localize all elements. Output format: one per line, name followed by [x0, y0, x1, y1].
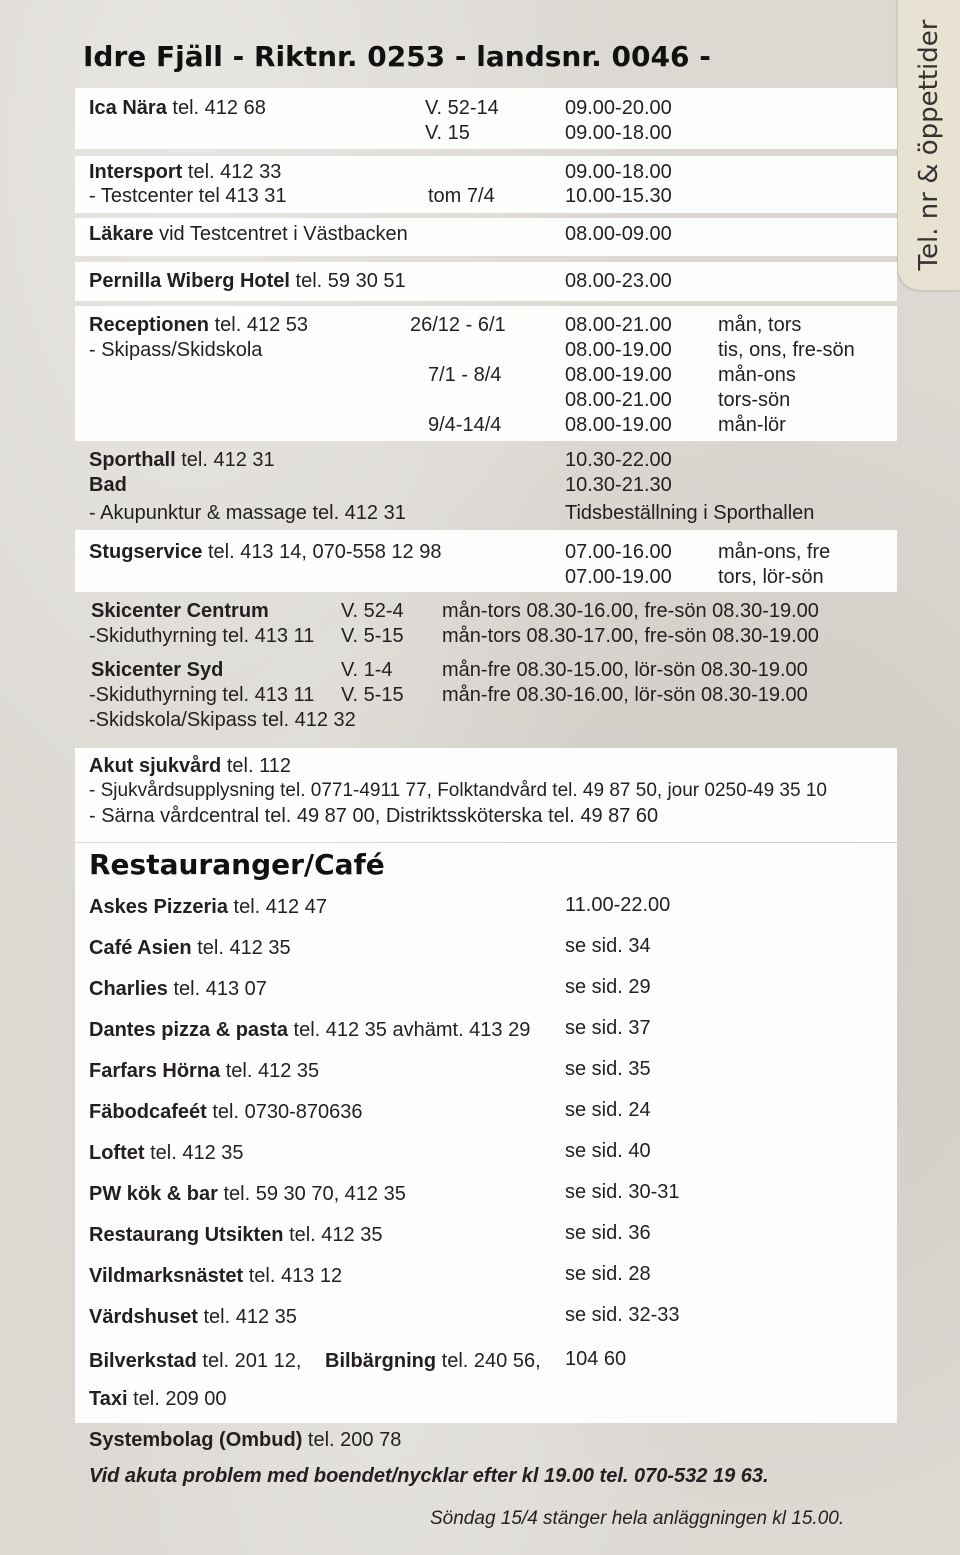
akupunktur-note: Tidsbeställning i Sporthallen	[565, 502, 815, 524]
restaurant-info: se sid. 30-31	[565, 1181, 680, 1203]
restaurant-entry: Vildmarksnästet tel. 413 12	[89, 1265, 343, 1287]
reception-hours: 08.00-19.00	[565, 339, 672, 361]
stugservice-days-2: tors, lör-sön	[718, 566, 824, 588]
pernilla-entry: Pernilla Wiberg Hotel tel. 59 30 51	[89, 270, 406, 292]
reception-entry: Receptionen tel. 412 53	[89, 314, 309, 336]
lakare-entry: Läkare vid Testcentret i Västbacken	[89, 223, 408, 245]
ica-week-2: V. 15	[425, 122, 470, 144]
skicenter-centrum-name: Skicenter Centrum	[91, 600, 269, 622]
reception-hours: 08.00-19.00	[565, 364, 672, 386]
sporthall-hours: 10.30-22.00	[565, 449, 672, 471]
ica-entry: Ica Nära tel. 412 68	[89, 97, 266, 119]
taxi-entry: Taxi tel. 209 00	[89, 1388, 227, 1410]
ica-hours-2: 09.00-18.00	[565, 122, 672, 144]
intersport-entry: Intersport tel. 412 33	[89, 161, 282, 183]
bad-label: Bad	[89, 474, 127, 496]
reception-period: 7/1 - 8/4	[428, 364, 502, 386]
skicenter-syd-week-2: V. 5-15	[341, 684, 404, 706]
systembolag-entry: Systembolag (Ombud) tel. 200 78	[89, 1429, 402, 1451]
skicenter-syd-week-1: V. 1-4	[341, 659, 393, 681]
testcenter-entry: - Testcenter tel 413 31	[89, 185, 287, 207]
bilbargning-entry: Bilbärgning tel. 240 56,	[325, 1350, 541, 1372]
ica-week-1: V. 52-14	[425, 97, 499, 119]
testcenter-period: tom 7/4	[428, 185, 495, 207]
restaurant-info: se sid. 34	[565, 935, 651, 957]
bilbargning-extra: 104 60	[565, 1348, 627, 1370]
restaurant-info: se sid. 24	[565, 1099, 651, 1121]
testcenter-hours: 10.00-15.30	[565, 185, 672, 207]
reception-days: mån-ons	[718, 364, 796, 386]
skicenter-centrum-hours-2: mån-tors 08.30-17.00, fre-sön 08.30-19.00	[442, 625, 819, 647]
restaurant-info: se sid. 37	[565, 1017, 651, 1039]
reception-period: 9/4-14/4	[428, 414, 502, 436]
side-tab-label: Tel. nr & öppettider	[914, 19, 944, 271]
akut-line-3: - Särna vårdcentral tel. 49 87 00, Distriktssköterska tel. 49 87 60	[89, 805, 659, 827]
skicenter-syd-sub-2: -Skidskola/Skipass tel. 412 32	[89, 709, 356, 731]
restaurant-info: se sid. 32-33	[565, 1304, 680, 1326]
restaurant-info: se sid. 29	[565, 976, 651, 998]
reception-days: mån-lör	[718, 414, 786, 436]
restaurant-entry: Restaurang Utsikten tel. 412 35	[89, 1224, 383, 1246]
pernilla-hours: 08.00-23.00	[565, 270, 672, 292]
restaurant-info: se sid. 40	[565, 1140, 651, 1162]
skicenter-centrum-week-1: V. 52-4	[341, 600, 404, 622]
restaurants-title: Restauranger/Café	[89, 848, 385, 881]
footer-warning: Vid akuta problem med boendet/nycklar efter kl 19.00 tel. 070-532 19 63.	[89, 1465, 769, 1487]
skicenter-centrum-sub: -Skiduthyrning tel. 413 11	[89, 625, 315, 647]
footer-closing-note: Söndag 15/4 stänger hela anläggningen kl 15.00.	[430, 1508, 845, 1529]
akut-entry: Akut sjukvård tel. 112	[89, 755, 291, 777]
reception-days: tis, ons, fre-sön	[718, 339, 855, 361]
restaurant-entry: Café Asien tel. 412 35	[89, 937, 291, 959]
restaurant-info: se sid. 36	[565, 1222, 651, 1244]
restaurant-entry: Charlies tel. 413 07	[89, 978, 267, 1000]
akut-line-2: - Sjukvårdsupplysning tel. 0771-4911 77, Folktandvård tel. 49 87 50, jour 0250-49 35 10	[89, 780, 827, 801]
reception-hours: 08.00-21.00	[565, 389, 672, 411]
restaurant-info: se sid. 35	[565, 1058, 651, 1080]
sporthall-entry: Sporthall tel. 412 31	[89, 449, 275, 471]
page-title: Idre Fjäll - Riktnr. 0253 - landsnr. 0046 -	[83, 40, 711, 73]
ica-hours-1: 09.00-20.00	[565, 97, 672, 119]
skicenter-syd-hours-1: mån-fre 08.30-15.00, lör-sön 08.30-19.00	[442, 659, 808, 681]
akupunktur-entry: - Akupunktur & massage tel. 412 31	[89, 502, 406, 524]
reception-hours: 08.00-19.00	[565, 414, 672, 436]
restaurant-entry: Loftet tel. 412 35	[89, 1142, 244, 1164]
lakare-hours: 08.00-09.00	[565, 223, 672, 245]
restaurant-entry: Dantes pizza & pasta tel. 412 35 avhämt. 413 29	[89, 1019, 531, 1041]
skicenter-syd-name: Skicenter Syd	[91, 659, 224, 681]
reception-period: 26/12 - 6/1	[410, 314, 506, 336]
stugservice-hours-1: 07.00-16.00	[565, 541, 672, 563]
reception-days: tors-sön	[718, 389, 791, 411]
skicenter-syd-sub: -Skiduthyrning tel. 413 11	[89, 684, 315, 706]
skicenter-centrum-week-2: V. 5-15	[341, 625, 404, 647]
restaurant-info: 11.00-22.00	[565, 894, 671, 916]
bad-hours: 10.30-21.30	[565, 474, 672, 496]
reception-hours: 08.00-21.00	[565, 314, 672, 336]
skicenter-syd-hours-2: mån-fre 08.30-16.00, lör-sön 08.30-19.00	[442, 684, 808, 706]
intersport-hours: 09.00-18.00	[565, 161, 672, 183]
restaurant-entry: Fäbodcafeét tel. 0730-870636	[89, 1101, 363, 1123]
bilverkstad-entry: Bilverkstad tel. 201 12,	[89, 1350, 302, 1372]
restaurant-entry: Farfars Hörna tel. 412 35	[89, 1060, 320, 1082]
reception-days: mån, tors	[718, 314, 802, 336]
restaurant-entry: PW kök & bar tel. 59 30 70, 412 35	[89, 1183, 406, 1205]
section-restaurants	[75, 843, 897, 1423]
stugservice-entry: Stugservice tel. 413 14, 070-558 12 98	[89, 541, 442, 563]
restaurant-info: se sid. 28	[565, 1263, 651, 1285]
restaurant-entry: Värdshuset tel. 412 35	[89, 1306, 297, 1328]
restaurant-entry: Askes Pizzeria tel. 412 47	[89, 896, 327, 918]
stugservice-days-1: mån-ons, fre	[718, 541, 831, 563]
reception-sub: - Skipass/Skidskola	[89, 339, 263, 361]
stugservice-hours-2: 07.00-19.00	[565, 566, 672, 588]
skicenter-centrum-hours-1: mån-tors 08.30-16.00, fre-sön 08.30-19.00	[442, 600, 819, 622]
